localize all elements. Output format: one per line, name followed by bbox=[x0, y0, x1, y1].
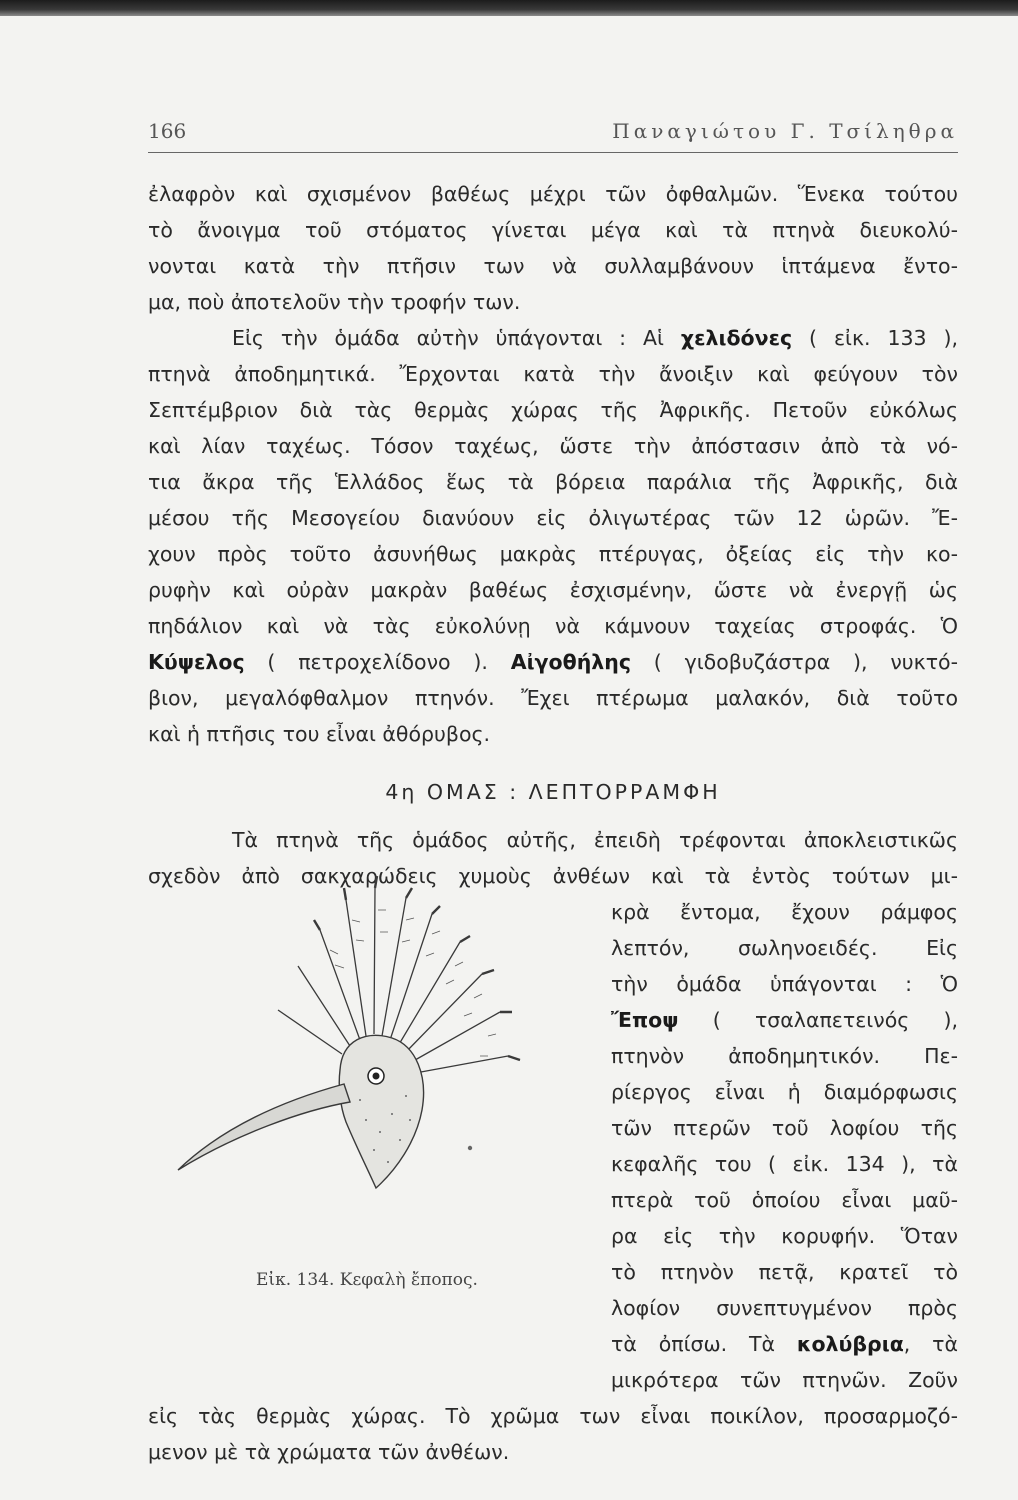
term-swallows: χελιδόνες bbox=[680, 326, 793, 350]
text-line: Τὰ πτηνὰ τῆς ὁμάδος αὐτῆς, ἐπειδὴ τρέφονται ἀποκλειστικῶς bbox=[232, 828, 958, 852]
text-line: μικρότερα τῶν πτηνῶν. Ζοῦν bbox=[611, 1368, 958, 1392]
term-hoopoe: Ἔποψ bbox=[611, 1008, 679, 1032]
text-line: κεφαλῆς του ( εἰκ. 134 ), τὰ bbox=[611, 1152, 958, 1176]
text-line: μα, ποὺ ἀποτελοῦν τὴν τροφήν των. bbox=[148, 290, 521, 314]
line-part: , τὰ bbox=[903, 1332, 959, 1356]
text-line bbox=[232, 320, 958, 356]
line-part: ( τσαλαπετεινός ), bbox=[678, 1008, 958, 1032]
figure-caption: Εἰκ. 134. Κεφαλὴ ἔποπος. bbox=[256, 1270, 478, 1290]
line-part: ( γιδοβυζάστρα ), νυκτό- bbox=[631, 650, 958, 674]
text-line: πτηνὸν ἀποδημητικόν. Πε- bbox=[611, 1044, 958, 1068]
text-line: Σεπτέμβριον διὰ τὰς θερμὰς χώρας τῆς Ἀφρικῆς. Πετοῦν εὐκόλως bbox=[148, 398, 958, 422]
text-line: βιον, μεγαλόφθαλμον πτηνόν. Ἔχει πτέρωμα μαλακόν, διὰ τοῦτο bbox=[148, 686, 958, 710]
header-rule bbox=[148, 152, 958, 153]
text-line: εἰς τὰς θερμὰς χώρας. Τὸ χρῶμα των εἶναι ποικίλον, προσαρμοζό- bbox=[148, 1404, 958, 1428]
text-line: κρὰ ἔντομα, ἔχουν ράμφος bbox=[611, 900, 958, 924]
text-line bbox=[611, 1326, 958, 1362]
text-line: πτηνὰ ἀποδημητικά. Ἔρχονται κατὰ τὴν ἄνοιξιν καὶ φεύγουν τὸν bbox=[148, 362, 958, 386]
text-line: τὸ ἄνοιγμα τοῦ στόματος γίνεται μέγα καὶ τὰ πτηνὰ διευκολύ- bbox=[148, 218, 958, 242]
term-hummingbirds: κολύβρια bbox=[796, 1332, 904, 1356]
line-part: τὰ ὀπίσω. Τὰ bbox=[611, 1332, 797, 1356]
text-line: νονται κατὰ τὴν πτῆσιν των νὰ συλλαμβάνουν ἱπτάμενα ἔντο- bbox=[148, 254, 958, 278]
crest-shading bbox=[330, 910, 496, 1056]
text-line: καὶ λίαν ταχέως. Τόσον ταχέως, ὥστε τὴν ἀπόστασιν ἀπὸ τὰ νό- bbox=[148, 434, 958, 458]
text-line: τὸ πτηνὸν πετᾷ, κρατεῖ τὸ bbox=[611, 1260, 958, 1284]
text-line: μενον μὲ τὰ χρώματα τῶν ἀνθέων. bbox=[148, 1440, 510, 1464]
text-line: τια ἄκρα τῆς Ἑλλάδος ἕως τὰ βόρεια παράλια τῆς Ἀφρικῆς, διὰ bbox=[148, 470, 958, 494]
section-heading: 4η ΟΜΑΣ : ΛΕΠΤΟΡΡΑΜΦΗ bbox=[385, 780, 721, 804]
text-line: ρυφὴν καὶ οὐρὰν μακρὰν βαθέως ἐσχισμένην, ὥστε νὰ ἐνεργῇ ὡς bbox=[148, 578, 958, 602]
text-line: ρα εἰς τὴν κορυφήν. Ὅταν bbox=[611, 1224, 958, 1248]
page-number: 166 bbox=[148, 119, 187, 143]
line-part: ( πετροχελίδονο ). bbox=[244, 650, 511, 674]
hoopoe-illustration bbox=[170, 870, 580, 1260]
text-line: ρίεργος εἶναι ἡ διαμόρφωσις bbox=[611, 1080, 958, 1104]
text-line: λοφίον συνεπτυγμένον πρὸς bbox=[611, 1296, 958, 1320]
scan-top-edge bbox=[0, 0, 1018, 16]
text-line bbox=[148, 644, 958, 680]
text-line bbox=[611, 1002, 958, 1038]
text-line: καὶ ἡ πτῆσις του εἶναι ἀθόρυβος. bbox=[148, 722, 491, 746]
text-line: πτερὰ τοῦ ὁποίου εἶναι μαῦ- bbox=[611, 1188, 958, 1212]
text-line: σχεδὸν ἀπὸ σακχαρώδεις χυμοὺς ἀνθέων καὶ τὰ ἐντὸς τούτων μι- bbox=[148, 864, 958, 888]
page-header bbox=[148, 119, 958, 153]
text-line: πηδάλιον καὶ νὰ τὰς εὐκολύνῃ νὰ κάμνουν ταχείας στροφάς. Ὁ bbox=[148, 614, 958, 638]
beak bbox=[178, 1084, 350, 1170]
text-line: λεπτόν, σωληνοειδές. Εἰς bbox=[611, 936, 958, 960]
text-line: τὴν ὁμάδα ὑπάγονται : Ὁ bbox=[611, 972, 958, 996]
text-line: μέσου τῆς Μεσογείου διανύουν εἰς ὀλιγωτέρας τῶν 12 ὡρῶν. Ἔ- bbox=[148, 506, 958, 530]
running-title: Παναγιώτου Γ. Τσίληθρα bbox=[612, 119, 958, 143]
term-swift: Κύψελος bbox=[148, 650, 245, 674]
text-line: ἐλαφρὸν καὶ σχισμένον βαθέως μέχρι τῶν ὀφθαλμῶν. Ἕνεκα τούτου bbox=[148, 182, 958, 206]
head-outline bbox=[339, 1035, 423, 1188]
line-part: Εἰς τὴν ὁμάδα αὐτὴν ὑπάγονται : Αἱ bbox=[232, 326, 681, 350]
text-line: χουν πρὸς τοῦτο ἀσυνήθως μακρὰς πτέρυγας, ὀξείας εἰς τὴν κο- bbox=[148, 542, 958, 566]
line-part: ( εἰκ. 133 ), bbox=[792, 326, 959, 350]
pupil bbox=[373, 1073, 380, 1080]
term-nightjar: Αἰγοθήλης bbox=[510, 650, 632, 674]
text-line: τῶν πτερῶν τοῦ λοφίου τῆς bbox=[611, 1116, 958, 1140]
